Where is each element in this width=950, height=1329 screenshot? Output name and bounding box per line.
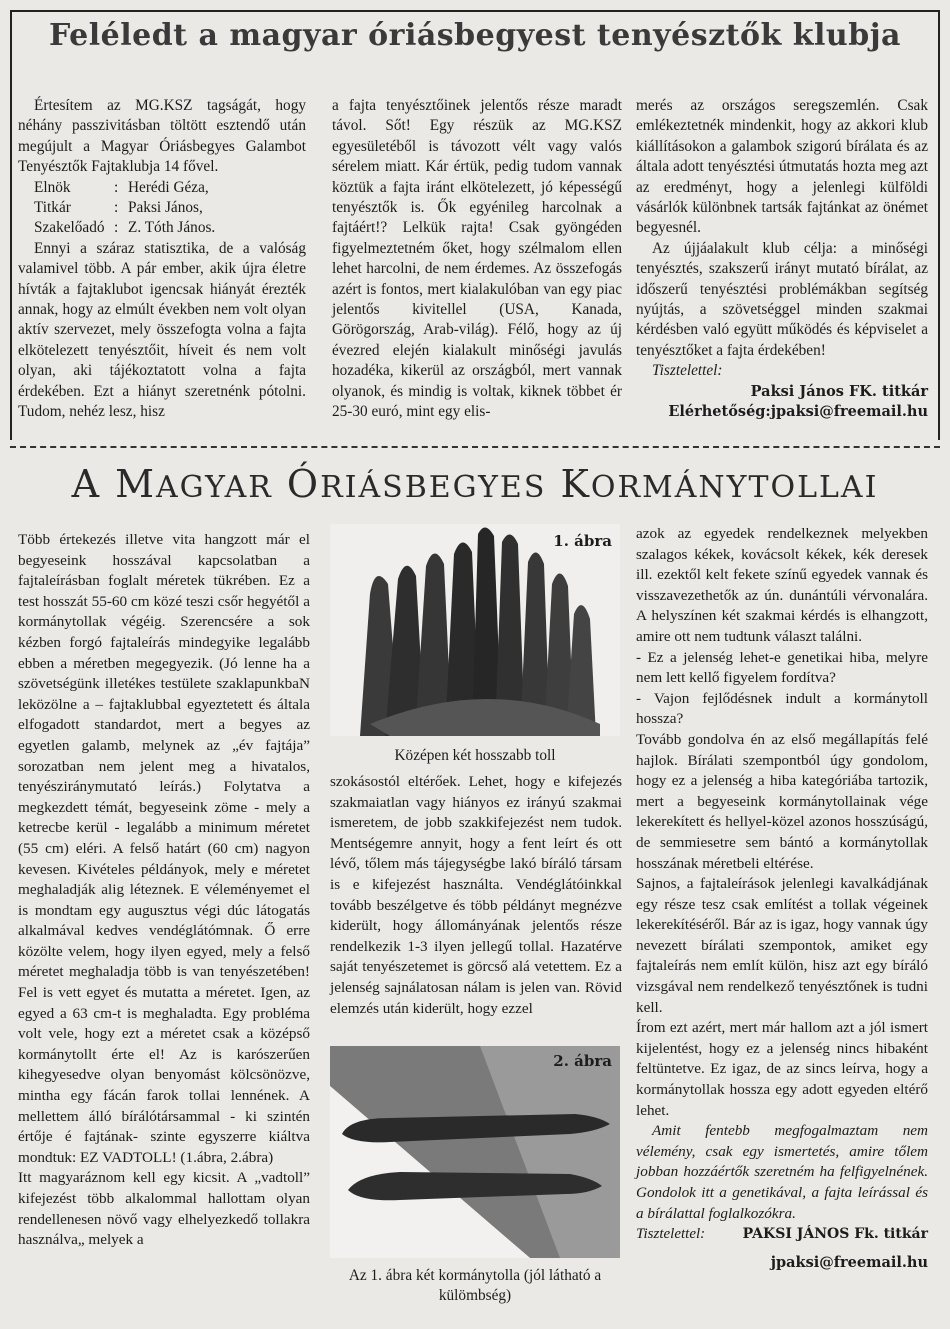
article2-question-1: - Ez a jelenség lehet-e genetikai hiba, melyre nem lett kellő figyelem fordítva? (636, 648, 928, 687)
officer-role: Elnök (34, 178, 71, 196)
figure-1-caption: Középen két hosszabb toll (394, 747, 556, 764)
article1-column-1 (18, 96, 306, 423)
article2-paragraph: Írom ezt azért, mert már hallom azt a jól ismert kijelentést, hogy ez a jelenség nincs hibaként feltüntetve. Ez igaz, de az sincs leírva, hogy a kormánytollak hossza egy adott egyeden eltérő lehet. (636, 1019, 928, 1119)
article2-column-2 (330, 772, 622, 1019)
figure-2-caption: Az 1. ábra két kormánytolla (jól látható a külömbség) (348, 1267, 602, 1305)
article2-paragraph: Sajnos, a fajtaleírások jelenlegi kavalkádjának egy része tesz csak említést a tollak végeinek lekerekítéséről. Bár az is igaz, hogy vannak úgy nevezett bírálati szempontok, amiket egy fajtaleírás nem említ külön, hisz azt egy bíráló vizsgával nem rendelkező tenyésztőnek is tudni kell. (636, 875, 928, 1016)
article2-signature: PAKSI JÁNOS Fk. titkár (742, 1226, 928, 1243)
section-divider (10, 446, 940, 448)
article1-signature: Paksi János FK. titkár (750, 382, 928, 400)
top-border (10, 10, 940, 12)
article2-email: jpaksi@freemail.hu (770, 1253, 928, 1271)
officer-row: Elnök : Herédi Géza, (18, 178, 306, 198)
article2-signature-row (636, 1224, 928, 1245)
article2-paragraph: szokásostól eltérőek. Lehet, hogy e kifejezés szakmaiatlan vagy hiányos ez irányú szakmai ismeretem, de jobb szakkifejezést nem tudok. Mentségemre annyit, hogy a fent leírt és ott lévő, tőlem más tájegységbe lakó bíráló társam is e kifejezést használta. Vendéglátóinkkal tovább beszélgetve és több példányt megnézve kiderült, hogy állományának jelentős része rendelkezik 1-3 ilyen jellegű tollal. Hazatérve saját tenyészetemet is görcső alá vetettem. Ez a jelenség sajnálatosan nálam is jelen van. Rövid elemzés után kiderült, hogy ezzel (330, 773, 622, 1017)
article1-column-3 (636, 96, 928, 423)
officer-name: Herédi Géza, (128, 178, 209, 196)
left-border (10, 10, 12, 440)
article2-column-1 (18, 530, 310, 1251)
article2-greeting: Tisztelettel: (636, 1226, 706, 1243)
figure-2-label: 2. ábra (553, 1052, 612, 1070)
article2-column-3 (636, 524, 928, 1273)
article2-paragraph: Több értekezés illetve vita hangzott már el begyeseink hosszával kapcsolatban a fajtaleírásban foglalt méretek tükrében. Ez a test hosszát 55-60 cm közé teszi csőr hegyétől a kormánytollak végéig. Szerencsére a sok kézben forgó fajtaleírás mindegyike legalább ebben a méretben megegyezik. (Jó lenne ha a szövetségünk illetékes testülete szaklapunkbaN leközölne a – fajtaklubbal egyeztetett és általa elfogadott standardot, mert a begyes az egyetlen galamb, melynek az „év fajtája” sorozatban nem jelent meg a hivatalos, tenyésziránymutató leírás.) Folytatva a megkezdett témát, begyeseink zöme - mely a ketrecbe kerül - legalább a minimum méretet (55 cm) eléri. A felső határt (60 cm) nagyon kevesen. Kivételes példányok, mely e méretet meghaladják alig léteznek. E véleményemet el is mondtam egy augusztus végi dúc látogatás alkalmával kedves vendéglátómnak. Ő erre közölte velem, hogy ilyen egyed, mely a felső méretet meghaladja több is van tenyészetében! Fel is vett egyet és mutatta a méretet. Igen, az egyed a 63 cm-t is meghaladta. Egy probléma volt vele, hogy ezt a méretet csak a középső kormánytollt érte el! Az is karószerűen kihegyesedve olyan benyomást kölcsönözve, mintha egy fácán farok tollai lennének. A mellettem álló bírálótársammal - ki szintén értője é fajtának- szinte egyszerre kiáltva mondtuk: EZ VADTOLL! (1.ábra, 2.ábra) (18, 531, 310, 1166)
officer-name: Z. Tóth János. (128, 219, 216, 237)
article1-contact: Elérhetőség:jpaksi@freemail.hu (668, 403, 928, 421)
article1-paragraph: merés az országos seregszemlén. Csak emlékeztetnék mindenkit, hogy az akkori klub kiállításokon a galambok szigorú bírálata és az általa adott tenyésztési útmutatás hozta meg azt az eredményt, hogy a jelenlegi külföldi vásárlók különbnek tartsák fajtánkat az önémet begyesnél. (636, 97, 928, 237)
article2-paragraph: azok az egyedek rendelkeznek melyekben szalagos kékek, kovácsolt kékek, kék deresek ill. ezektől kelt fekete színű egyedek vannak és visszavezethetők az ún. dunántúli vérvonalára. A helyszínen két szakmai kérdés is elhangzott, amire ott nem tudtunk választ találni. (636, 525, 928, 645)
article1-paragraph: Az újjáalakult klub célja: a minőségi tenyésztés, szakszerű irányt mutató bírálat, az időszerű tenyésztési problémákban segítség nyújtás, a szövetséggel minden szakmai kérdésben való együtt működés és képviselet a tenyésztőket a fajta érdekében! (636, 239, 928, 359)
article1-title: Feléledt a magyar óriásbegyest tenyésztők klubja (48, 18, 901, 53)
article1-paragraph: Ennyi a száraz statisztika, de a valóság valamivel több. A pár ember, akik újra életre hívták a fajtaklubot igencsak hiányát érezték annak, hogy az elmúlt években nem volt olyan aktív szervezet, mely összefogta volna a fajta elkötelezett tenyésztőit, híveit és nem volt olyan, aki tájékoztatott volna a fajta érdekében. Ezt a hiányt szeretnénk pótolni. Tudom, nehéz lesz, hisz (18, 239, 306, 421)
article2-paragraph: Tovább gondolva én az első megállapítás felé hajlok. Bírálati szempontból úgy gondolom, hogy ez a jelenség a hiba kategóriába tartozik, mert a begyeseink kormánytollainak vége lekerekített és hellyel-közel azonos hosszúságú, de semmiesetre sem bántó a kormánytollak hosszának méretbeli eltérése. (636, 730, 928, 872)
officer-role: Titkár (34, 199, 71, 217)
article1-intro: Értesítem az MG.KSZ tagságát, hogy néhány passzivitásban töltött esztendő után megújult a Magyar Óriásbegyes Galambot Tenyésztők Fajtaklubja 14 fővel. (18, 97, 306, 176)
figure-2-photo (330, 1046, 620, 1258)
figure-1-label: 1. ábra (553, 532, 612, 550)
article2-title: A MAGYAR ÓRIÁSBEGYES KORMÁNYTOLLAI (71, 462, 879, 506)
article1-greeting: Tisztelettel: (652, 362, 723, 380)
article2-paragraph: Itt magyaráznom kell egy kicsit. A „vadtoll” kifejezést több alkalommal hallottam olyan rendellenesen növő vagy elhelyezkedő tollakra használva„ melyek a (18, 1169, 310, 1249)
officers-list (18, 178, 306, 239)
article2-question-2: - Vajon fejlődésnek indult a kormánytoll hossza? (636, 689, 928, 728)
officer-row: Szakelőadó : Z. Tóth János. (18, 218, 306, 238)
article1-column-2 (332, 96, 622, 423)
article1-paragraph: a fajta tenyésztőinek jelentős része maradt távol. Sőt! Egy részük az MG.KSZ egyesületéből is távozott vélt vagy valós sérelem miatt. Kár értük, pedig tudom vannak köztük a fajta iránt elkötelezett, jó képességű tenyésztők is. Ők egyénileg harcolnak a fajtáért!? Lelkük rajta! Csak gyöngéden figyelmeztetném őket, hogy szélmalom ellen lehet harcolni, de nem érdemes. Az összefogás azért is fontos, mert kialakulóban van egy piac jelentős kivitellel (USA, Kanada, Görögország, Arab-világ). Félő, hogy az új évezred elején kialakult minőségi javulás hozadéka, kikerül az országból, mert vannak olyanok, és mindig is voltak, kiknek többet ér 25-30 euró, mint egy elis- (332, 97, 622, 421)
officer-name: Paksi János, (128, 199, 203, 217)
officer-role: Szakelőadó (34, 219, 105, 237)
figure-1-photo (330, 524, 620, 736)
two-feathers-image (330, 1046, 620, 1258)
article2-italic-note: Amit fentebb megfogalmaztam nem vélemény, csak egy ismertetés, amire tőlem jobban hozzáértők szeretném ha felfigyelnének. Gondolok itt a genetikával, a fajta leírással és a bírálattal foglalkozókra. (636, 1122, 928, 1222)
feathers-fan-image (330, 524, 620, 736)
right-border (938, 10, 940, 440)
officer-row: Titkár : Paksi János, (18, 198, 306, 218)
